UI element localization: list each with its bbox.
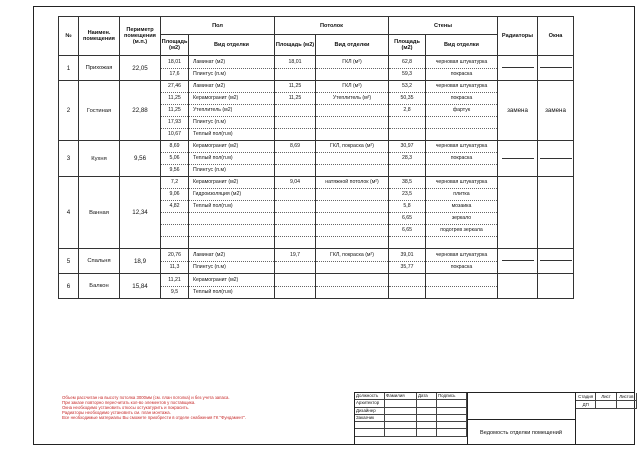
floor-area-line: 4,82: [161, 201, 188, 213]
wall-finish-line: черновая штукатурка: [426, 177, 497, 189]
ceiling-finish-line: [316, 237, 388, 248]
floor-area: [161, 249, 189, 274]
meta-stage-label: Стадия: [576, 393, 596, 400]
stamp-head-surname: Фамилия: [385, 393, 417, 399]
wall-finish: [426, 141, 498, 177]
floor-area: [161, 141, 189, 177]
ceiling-area-line: [275, 129, 315, 140]
room-num: 4: [59, 177, 79, 249]
floor-finish-line: [189, 237, 274, 248]
header-windows: Окна: [538, 17, 574, 56]
wall-area: [389, 141, 426, 177]
room-radiators: [498, 177, 538, 249]
ceiling-area-line: 8,69: [275, 141, 315, 153]
ceiling-finish: [316, 274, 389, 299]
floor-area-line: 11,3: [169, 263, 180, 270]
room-windows-dash: [540, 158, 572, 159]
ceiling-finish-line: [316, 275, 388, 287]
room-radiators: [498, 81, 538, 141]
floor-area-line: 17,93: [161, 117, 188, 129]
wall-area-lines: [389, 177, 425, 248]
floor-finish-line: [189, 213, 274, 225]
room-windows: [538, 141, 574, 177]
wall-area: [389, 81, 426, 141]
wall-area-lines: [389, 57, 425, 80]
ceiling-finish-line: Утеплитель (м²): [316, 93, 388, 105]
wall-area-line: 53,2: [389, 81, 425, 93]
room-num: 6: [59, 274, 79, 299]
floor-area-line: 11,25: [161, 105, 188, 117]
wall-finish-lines: [426, 250, 497, 273]
floor-finish-lines: [189, 177, 274, 248]
ceiling-area-lines: [275, 250, 315, 273]
room-radiators-value: замена: [507, 107, 528, 114]
floor-finish-line: Теплый пол(п.м): [193, 288, 233, 295]
ceiling-area-line: [275, 287, 315, 298]
wall-area-line: 62,8: [389, 57, 425, 69]
ceiling-area-line: [275, 189, 315, 201]
ceiling-finish-lines: [316, 275, 388, 298]
ceiling-area-line: 18,01: [275, 57, 315, 69]
ceiling-finish-line: [316, 189, 388, 201]
room-radiators: [498, 141, 538, 177]
floor-finish-line: Плинтус (п.м): [189, 117, 274, 129]
wall-finish: [426, 81, 498, 141]
floor-finish-line: Керамогранит (м2): [189, 93, 274, 105]
note-line: Все необходимые материалы Вы сможете приобрести в отделе снабжения ГК "Фундамент".: [62, 415, 247, 421]
ceiling-finish-lines: [316, 141, 388, 176]
ceiling-finish-lines: [316, 57, 388, 80]
wall-finish-line: покраска: [450, 70, 473, 77]
floor-finish-lines: [189, 57, 274, 80]
floor-finish-lines: [189, 275, 274, 298]
ceiling-finish-line: [316, 105, 388, 117]
ceiling-finish-line: [316, 262, 388, 273]
ceiling-finish-line: [316, 69, 388, 80]
ceiling-finish-line: [316, 287, 388, 298]
ceiling-area-lines: [275, 141, 315, 176]
floor-area: [161, 274, 189, 299]
wall-area-line: 2,8: [389, 105, 425, 117]
ceiling-area-line: [275, 117, 315, 129]
header-wall-area: Площадь (м2): [389, 35, 426, 56]
room-radiators-dash: [502, 260, 534, 261]
floor-finish: [189, 177, 275, 249]
floor-finish-line: Плинтус (п.м): [193, 70, 226, 77]
sheet-title: Ведомость отделки помещений: [467, 419, 575, 446]
room-name: Прихожая: [79, 56, 120, 81]
floor-finish-line: Гидроизоляция (м2): [189, 189, 274, 201]
floor-finish-line: Плинтус (п.м): [193, 167, 226, 173]
header-wall-finish: Вид отделки: [426, 35, 498, 56]
ceiling-area: [275, 56, 316, 81]
ceiling-area-lines: [275, 81, 315, 140]
floor-area-line: 17,6: [169, 70, 180, 77]
floor-area-lines: [161, 81, 188, 140]
room-radiators-dash: [502, 158, 534, 159]
floor-finish-line: Ламинат (м2): [189, 57, 274, 69]
header-floor-finish: Вид отделки: [189, 35, 275, 56]
wall-finish-line: покраска: [426, 153, 497, 165]
floor-area-line: [161, 237, 188, 248]
room-windows: [538, 177, 574, 249]
room-perimeter: 12,34: [120, 177, 161, 249]
ceiling-area-lines: [275, 275, 315, 298]
floor-finish-line: Теплый пол(п.м): [189, 153, 274, 165]
ceiling-area-line: 9,04: [275, 177, 315, 189]
wall-finish: [426, 249, 498, 274]
room-radiators: [498, 56, 538, 81]
room-radiators: [498, 274, 538, 299]
note-line: При заказе повторно пересчитать кол-во элементов у поставщика.: [62, 400, 196, 406]
ceiling-area-line: [275, 213, 315, 225]
floor-finish-line: Теплый пол(п.м): [193, 131, 233, 137]
ceiling-finish-line: [316, 153, 388, 165]
room-name: Ванная: [79, 177, 120, 249]
floor-area-line: 9,06: [161, 189, 188, 201]
ceiling-area-line: [275, 201, 315, 213]
wall-finish-lines: [426, 141, 497, 176]
notes-block: [62, 395, 246, 420]
wall-area: [389, 177, 426, 249]
note-line: Объем рассчитан на высоту потолка 3000мм (см. план потолка) и без учета запаса.: [62, 395, 230, 400]
stamp-head-date: Дата: [417, 393, 437, 399]
wall-finish-line: покраска: [426, 93, 497, 105]
floor-finish-lines: [189, 141, 274, 176]
ceiling-finish-lines: [316, 177, 388, 248]
wall-finish-lines: [426, 57, 497, 80]
wall-area-line: [389, 117, 425, 129]
wall-area-line: [389, 129, 425, 140]
room-perimeter: 22,05: [120, 56, 161, 81]
ceiling-area-line: [275, 153, 315, 165]
wall-area-line: 35,77: [400, 263, 414, 270]
floor-area-line: 11,21: [161, 275, 188, 287]
stamp-role-client: Заказчик: [355, 415, 385, 421]
wall-area: [389, 56, 426, 81]
floor-area-lines: [161, 275, 188, 298]
note-line: Радиаторы необходимо установить см. план монтажа.: [62, 410, 171, 416]
room-name: Гостиная: [79, 81, 120, 141]
room-name: Кухня: [79, 141, 120, 177]
room-radiators-dash: [502, 67, 534, 68]
ceiling-finish-lines: [316, 250, 388, 273]
wall-finish-line: зеркало: [426, 213, 497, 225]
ceiling-area: [275, 177, 316, 249]
floor-area-line: 8,69: [161, 141, 188, 153]
room-row: [59, 249, 574, 274]
floor-finish-line: Утеплитель (м2): [189, 105, 274, 117]
room-perimeter: 9,56: [120, 141, 161, 177]
floor-finish-lines: [189, 81, 274, 140]
wall-area-line: 39,01: [389, 250, 425, 262]
wall-finish-lines: [426, 177, 497, 248]
wall-finish-line: покраска: [450, 263, 473, 270]
room-row: [59, 141, 574, 177]
wall-area-line: 38,5: [389, 177, 425, 189]
floor-area-line: 27,46: [161, 81, 188, 93]
floor-area-lines: [161, 250, 188, 273]
wall-finish-line: [426, 117, 497, 129]
wall-area-line: [389, 237, 425, 248]
ceiling-finish: [316, 81, 389, 141]
wall-area-lines: [389, 250, 425, 273]
room-name: Спальня: [79, 249, 120, 274]
ceiling-area: [275, 141, 316, 177]
ceiling-area: [275, 81, 316, 141]
room-windows: [538, 81, 574, 141]
wall-finish-line: мозаика: [426, 201, 497, 213]
header-perimeter: Периметр помещения (м.п.): [120, 17, 161, 56]
room-num: 3: [59, 141, 79, 177]
wall-area-line: [389, 275, 425, 287]
floor-area-lines: [161, 141, 188, 176]
wall-area-line: 28,3: [389, 153, 425, 165]
header-ceiling-area: Площадь (м2): [275, 35, 316, 56]
ceiling-finish-line: [316, 165, 388, 176]
stamp-meta: [575, 393, 637, 445]
ceiling-finish-line: ГКЛ (м²): [316, 81, 388, 93]
wall-area-line: 6,65: [389, 225, 425, 237]
wall-finish-line: подогрев зеркала: [426, 225, 497, 237]
room-num: 1: [59, 56, 79, 81]
wall-area-line: 6,65: [389, 213, 425, 225]
floor-finish-line: Керамогранит (м2): [189, 141, 274, 153]
meta-sheet-label: Лист: [596, 393, 616, 400]
floor-area-line: 18,01: [161, 57, 188, 69]
floor-finish: [189, 141, 275, 177]
ceiling-finish-line: ГКЛ, покраска (м²): [316, 250, 388, 262]
header-ceiling-finish: Вид отделки: [316, 35, 389, 56]
floor-area-line: 9,56: [169, 167, 180, 173]
ceiling-finish-line: ГКЛ (м²): [316, 57, 388, 69]
floor-area-line: 11,25: [161, 93, 188, 105]
wall-finish-line: [426, 165, 497, 176]
wall-finish: [426, 274, 498, 299]
ceiling-area-line: 11,25: [275, 81, 315, 93]
room-perimeter: 18,9: [120, 249, 161, 274]
floor-finish: [189, 274, 275, 299]
floor-finish-line: Плинтус (п.м): [193, 263, 226, 270]
ceiling-finish: [316, 141, 389, 177]
wall-area-line: [389, 287, 425, 298]
wall-area-lines: [389, 141, 425, 176]
wall-area-lines: [389, 275, 425, 298]
stamp-role-designer: Дизайнер: [355, 408, 385, 414]
room-windows: [538, 56, 574, 81]
title-block: [354, 392, 635, 445]
wall-finish-line: плитка: [426, 189, 497, 201]
room-row: [59, 81, 574, 141]
wall-finish-line: черновая штукатурка: [426, 81, 497, 93]
wall-finish: [426, 56, 498, 81]
header-num: №: [59, 17, 79, 56]
floor-finish: [189, 56, 275, 81]
ceiling-area-lines: [275, 57, 315, 80]
floor-area-line: 20,76: [161, 250, 188, 262]
ceiling-finish: [316, 177, 389, 249]
wall-finish-line: фартук: [426, 105, 497, 117]
floor-area-line: 7,2: [161, 177, 188, 189]
wall-finish-line: черновая штукатурка: [426, 250, 497, 262]
floor-area-line: 10,67: [168, 131, 181, 137]
stamp-head-signature: Подпись: [437, 393, 467, 399]
room-windows: [538, 274, 574, 299]
ceiling-area: [275, 249, 316, 274]
meta-stage-value: ДП: [576, 401, 596, 408]
ceiling-area-line: 19,7: [275, 250, 315, 262]
ceiling-finish-line: [316, 117, 388, 129]
room-num: 5: [59, 249, 79, 274]
wall-area-line: 50,35: [389, 93, 425, 105]
floor-area: [161, 177, 189, 249]
ceiling-area-lines: [275, 177, 315, 248]
stamp-head-position: Должность: [355, 393, 385, 399]
wall-area: [389, 249, 426, 274]
ceiling-area-line: [275, 69, 315, 80]
floor-area-line: [161, 225, 188, 237]
wall-area-line: 59,3: [401, 70, 413, 77]
floor-area-line: [161, 213, 188, 225]
floor-finish-line: Керамогранит (м2): [189, 275, 274, 287]
ceiling-area-line: 11,25: [275, 93, 315, 105]
ceiling-area-line: [275, 165, 315, 176]
ceiling-area-line: [275, 262, 315, 273]
header-ceiling: Потолок: [275, 17, 389, 35]
floor-finish-lines: [189, 250, 274, 273]
wall-finish: [426, 177, 498, 249]
wall-area: [389, 274, 426, 299]
ceiling-finish-line: [316, 201, 388, 213]
ceiling-finish-lines: [316, 81, 388, 140]
ceiling-finish-line: ГКЛ, покраска (м²): [316, 141, 388, 153]
ceiling-finish: [316, 56, 389, 81]
header-floor: Пол: [161, 17, 275, 35]
room-row: [59, 177, 574, 249]
room-row: [59, 274, 574, 299]
header-radiators: Радиаторы: [498, 17, 538, 56]
wall-finish-line: черновая штукатурка: [426, 141, 497, 153]
room-windows: [538, 249, 574, 274]
wall-finish-line: [426, 129, 497, 140]
wall-area-line: 5,8: [389, 201, 425, 213]
wall-finish-lines: [426, 275, 497, 298]
wall-finish-line: [426, 287, 497, 298]
floor-finish-line: Керамогранит (м2): [189, 177, 274, 189]
floor-area: [161, 56, 189, 81]
ceiling-finish-line: [316, 129, 388, 140]
note-line: Окна необходимо установить откосы остукатурить и покрасить.: [62, 405, 190, 411]
ceiling-finish-line: натяжной потолок (м²): [316, 177, 388, 189]
ceiling-area: [275, 274, 316, 299]
floor-area-lines: [161, 177, 188, 248]
header-floor-area: Площадь (м2): [161, 35, 189, 56]
finishing-schedule-table: [58, 16, 574, 299]
floor-area-lines: [161, 57, 188, 80]
ceiling-finish-line: [316, 213, 388, 225]
room-perimeter: 15,84: [120, 274, 161, 299]
signature-grid: [355, 393, 468, 445]
stamp-role-architect: Архитектор: [355, 400, 385, 406]
floor-area-line: 9,5: [170, 288, 179, 295]
wall-area-line: 23,5: [389, 189, 425, 201]
room-windows-value: замена: [545, 107, 566, 114]
ceiling-area-line: [275, 105, 315, 117]
ceiling-finish: [316, 249, 389, 274]
ceiling-finish-line: [316, 225, 388, 237]
wall-finish-line: [426, 275, 497, 287]
room-windows-dash: [540, 260, 572, 261]
header-walls: Стены: [389, 17, 498, 35]
floor-finish: [189, 249, 275, 274]
wall-area-lines: [389, 81, 425, 140]
wall-finish-lines: [426, 81, 497, 140]
room-radiators: [498, 249, 538, 274]
header-name: Наимен. помещения: [79, 17, 120, 56]
wall-finish-line: черновая штукатурка: [426, 57, 497, 69]
wall-area-line: [389, 165, 425, 176]
room-name: Балкон: [79, 274, 120, 299]
wall-finish-line: [426, 237, 497, 248]
room-num: 2: [59, 81, 79, 141]
floor-finish-line: Ламинат (м2): [189, 250, 274, 262]
wall-area-line: 30,97: [389, 141, 425, 153]
room-row: [59, 56, 574, 81]
floor-finish-line: Теплый пол(п.м): [189, 201, 274, 213]
floor-finish-line: [189, 225, 274, 237]
ceiling-area-line: [275, 225, 315, 237]
room-windows-dash: [540, 67, 572, 68]
ceiling-area-line: [275, 237, 315, 248]
meta-sheets-label: Листов: [617, 393, 637, 400]
floor-finish-line: Ламинат (м2): [189, 81, 274, 93]
floor-finish: [189, 81, 275, 141]
floor-area-line: 5,06: [161, 153, 188, 165]
ceiling-area-line: [275, 275, 315, 287]
floor-area: [161, 81, 189, 141]
room-perimeter: 22,88: [120, 81, 161, 141]
